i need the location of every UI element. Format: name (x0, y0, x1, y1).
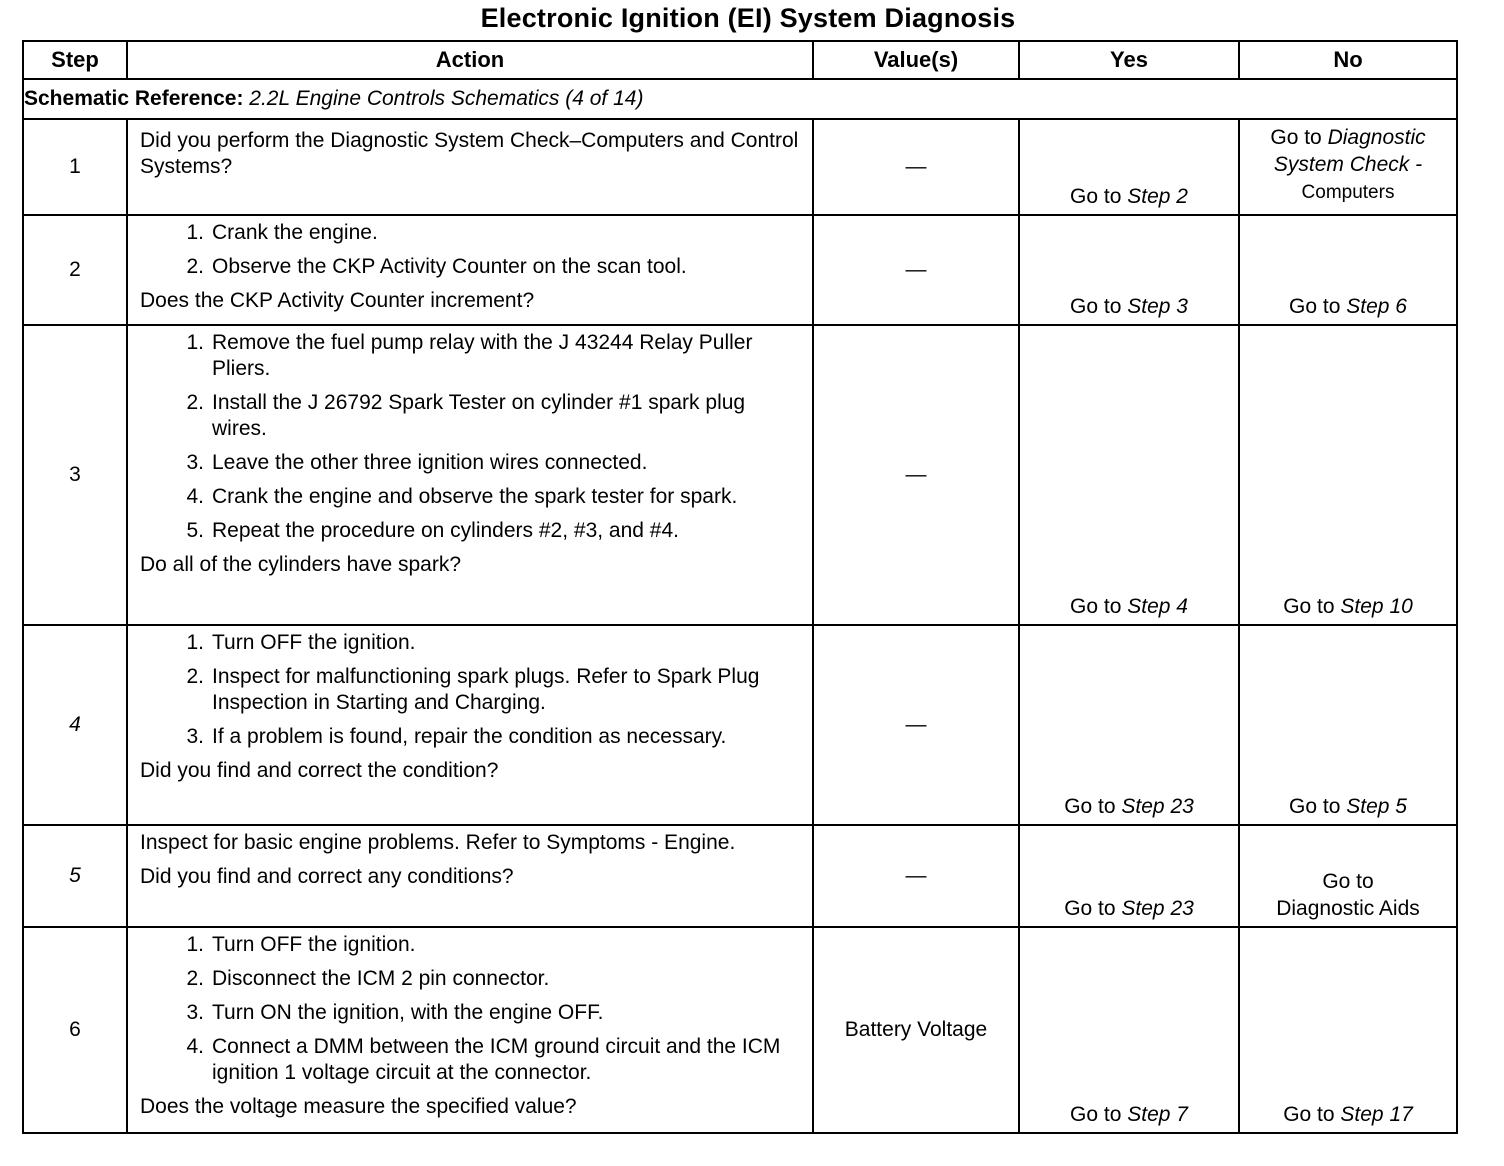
yes-prefix: Go to (1070, 185, 1122, 208)
action-question: Do all of the cylinders have spark? (140, 553, 461, 576)
yes-prefix: Go to (1070, 295, 1122, 318)
action-step: 2. Observe the CKP Activity Counter on the scan tool. (186, 255, 687, 278)
action-step: 1. Turn OFF the ignition. (186, 933, 416, 956)
value-cell: — (813, 119, 1019, 215)
schematic-reference-value: 2.2L Engine Controls Schematics (4 of 14) (249, 87, 644, 110)
yes-step-link[interactable]: Step 4 (1127, 595, 1188, 618)
no-prefix: Go to (1283, 595, 1335, 618)
yes-step-link[interactable]: Step 2 (1127, 185, 1188, 208)
value-cell: — (813, 625, 1019, 825)
action-step: 2. Disconnect the ICM 2 pin connector. (186, 967, 550, 990)
action-step: 2. Inspect for malfunctioning spark plugs. Refer to Spark Plug Inspection in Starting and Charging. (186, 665, 760, 714)
col-header-step: Step (23, 41, 127, 79)
col-header-values: Value(s) (813, 41, 1019, 79)
action-step: 3. If a problem is found, repair the condition as necessary. (186, 725, 727, 748)
no-prefix: Go to (1322, 870, 1374, 893)
action-steps (140, 630, 802, 750)
action-cell (127, 825, 813, 927)
action-cell (127, 119, 813, 215)
action-step: 1. Crank the engine. (186, 221, 378, 244)
no-cell (1239, 927, 1457, 1133)
yes-step-link[interactable]: Step 23 (1121, 795, 1194, 818)
yes-prefix: Go to (1070, 595, 1122, 618)
action-step: 2. Install the J 26792 Spark Tester on cylinder #1 spark plug wires. (186, 391, 746, 440)
action-step: 3. Leave the other three ignition wires connected. (186, 451, 648, 474)
yes-cell (1019, 119, 1239, 215)
yes-cell (1019, 325, 1239, 625)
no-prefix: Go to (1289, 295, 1341, 318)
action-cell (127, 215, 813, 325)
step-number: 5 (23, 825, 127, 927)
col-header-action: Action (127, 41, 813, 79)
action-steps (140, 932, 802, 1086)
yes-prefix: Go to (1064, 897, 1116, 920)
no-prefix: Go to (1289, 795, 1341, 818)
diagnosis-table (22, 40, 1458, 1134)
no-prefix: Go to (1270, 126, 1322, 149)
action-step: 5. Repeat the procedure on cylinders #2, #3, and #4. (186, 519, 679, 542)
action-question: Does the CKP Activity Counter increment? (140, 289, 535, 312)
no-step-link[interactable]: Step 6 (1346, 295, 1407, 318)
step-number: 3 (23, 325, 127, 625)
value-cell: Battery Voltage (813, 927, 1019, 1133)
action-cell (127, 325, 813, 625)
action-steps (140, 220, 802, 280)
table-row (23, 927, 1457, 1133)
step-number: 1 (23, 119, 127, 215)
yes-step-link[interactable]: Step 23 (1121, 897, 1194, 920)
action-step: 1. Turn OFF the ignition. (186, 631, 416, 654)
table-row (23, 625, 1457, 825)
step-number: 6 (23, 927, 127, 1133)
no-step-link[interactable]: Step 10 (1340, 595, 1413, 618)
yes-step-link[interactable]: Step 7 (1127, 1103, 1188, 1126)
action-step: 3. Turn ON the ignition, with the engine OFF. (186, 1001, 604, 1024)
action-step: 4. Connect a DMM between the ICM ground circuit and the ICM ignition 1 voltage circuit at the connector. (186, 1035, 781, 1084)
page-title: Electronic Ignition (EI) System Diagnosis (480, 3, 1016, 33)
header-row (23, 41, 1457, 79)
yes-cell (1019, 927, 1239, 1133)
no-step-link[interactable]: Step 17 (1340, 1103, 1413, 1126)
step-number: 4 (23, 625, 127, 825)
table-row (23, 825, 1457, 927)
action-step: 1. Remove the fuel pump relay with the J 43244 Relay Puller Pliers. (186, 331, 753, 380)
action-step: 4. Crank the engine and observe the spark tester for spark. (186, 485, 738, 508)
yes-prefix: Go to (1064, 795, 1116, 818)
value-cell: — (813, 325, 1019, 625)
schematic-reference-row (23, 79, 1457, 119)
yes-step-link[interactable]: Step 3 (1127, 295, 1188, 318)
no-cell (1239, 625, 1457, 825)
yes-cell (1019, 215, 1239, 325)
value-cell: — (813, 825, 1019, 927)
no-cell (1239, 215, 1457, 325)
action-cell (127, 927, 813, 1133)
table-row (23, 119, 1457, 215)
no-prefix: Go to (1283, 1103, 1335, 1126)
action-question: Did you find and correct the condition? (140, 759, 499, 782)
yes-prefix: Go to (1070, 1103, 1122, 1126)
action-question: Did you find and correct any conditions? (140, 865, 514, 888)
action-steps (140, 330, 802, 544)
no-step-link[interactable]: Diagnostic Aids (1276, 897, 1420, 920)
schematic-reference-label: Schematic Reference: (24, 87, 244, 110)
no-step-link[interactable]: Diagnostic System Check - (1273, 126, 1426, 176)
table-row (23, 215, 1457, 325)
step-number: 2 (23, 215, 127, 325)
schematic-reference (23, 79, 1457, 119)
action-question: Did you perform the Diagnostic System Check–Computers and Control Systems? (140, 129, 799, 178)
no-cell (1239, 825, 1457, 927)
action-cell (127, 625, 813, 825)
value-cell: — (813, 215, 1019, 325)
col-header-no: No (1239, 41, 1457, 79)
no-cell (1239, 325, 1457, 625)
action-question: Does the voltage measure the specified value? (140, 1095, 577, 1118)
no-cell (1239, 119, 1457, 215)
table-row (23, 325, 1457, 625)
action-intro: Inspect for basic engine problems. Refer to Symptoms - Engine. (140, 831, 736, 854)
no-suffix: Computers (1301, 182, 1395, 203)
yes-cell (1019, 825, 1239, 927)
yes-cell (1019, 625, 1239, 825)
col-header-yes: Yes (1019, 41, 1239, 79)
no-step-link[interactable]: Step 5 (1346, 795, 1407, 818)
